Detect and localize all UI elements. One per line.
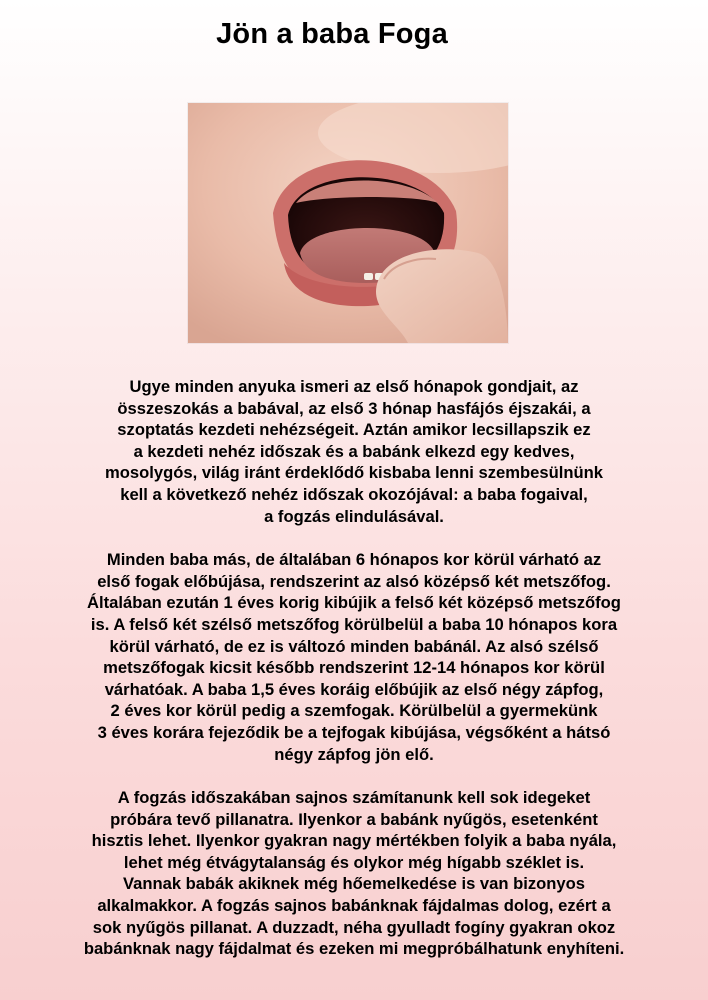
text-line: sok nyűgös pillanat. A duzzadt, néha gyulladt fogíny gyakran okoz <box>92 917 616 937</box>
article-body <box>30 376 678 982</box>
text-line: négy zápfog jön elő. <box>274 744 434 764</box>
paragraph-teething-symptoms <box>30 787 678 960</box>
text-line: körül várható, de ez is változó minden babánál. Az alsó szélső <box>109 636 599 656</box>
text-line: hisztis lehet. Ilyenkor gyakran nagy mértékben folyik a baba nyála, <box>91 831 617 851</box>
text-line: is. A felső két szélső metszőfog körülbelül a baba 10 hónapos kora <box>90 614 618 634</box>
text-line: lehet még étvágytalanság és olykor még hígabb széklet is. <box>123 852 585 872</box>
paragraph-teeth-timeline <box>30 549 678 765</box>
text-line: Ugye minden anyuka ismeri az első hónapok gondjait, az <box>129 377 579 396</box>
page-title: Jön a baba Foga <box>216 18 448 50</box>
text-line: kell a következő nehéz időszak okozójával: a baba fogaival, <box>120 484 588 504</box>
text-line: babánknak nagy fájdalmat és ezeken mi megpróbálhatunk enyhíteni. <box>83 939 625 959</box>
text-line: mosolygós, világ iránt érdeklődő kisbaba lenni szembesülnünk <box>105 463 603 483</box>
text-line: a fogzás elindulásával. <box>264 506 444 526</box>
text-line: Általában ezután 1 éves korig kibújik a felső két középső metszőfog <box>87 593 621 613</box>
text-line: metszőfogak kicsit később rendszerint 12-14 hónapos kor körül <box>103 658 605 678</box>
text-line: 2 éves kor körül pedig a szemfogak. Körülbelül a gyermekünk <box>110 701 598 721</box>
text-line: összeszokás a babával, az első 3 hónap hasfájós éjszakái, a <box>117 398 591 418</box>
text-line: 3 éves korára fejeződik be a tejfogak kibújása, végsőként a hátsó <box>97 722 611 742</box>
text-line: várhatóak. A baba 1,5 éves koráig előbújik az első négy zápfog, <box>104 679 604 699</box>
text-line: a kezdeti nehéz időszak és a babánk elkezd egy kedves, <box>133 441 575 461</box>
text-line: A fogzás időszakában sajnos számítanunk kell sok idegeket <box>117 788 591 808</box>
text-line: Minden baba más, de általában 6 hónapos kor körül várható az <box>106 550 602 570</box>
paragraph-intro <box>30 376 678 527</box>
text-line: próbára tevő pillanatra. Ilyenkor a babánk nyűgös, esetenként <box>110 809 598 829</box>
text-line: alkalmakkor. A fogzás sajnos babánknak fájdalmas dolog, ezért a <box>97 896 611 916</box>
text-line: első fogak előbújása, rendszerint az alsó középső két metszőfog. <box>97 571 611 591</box>
text-line: Vannak babák akiknek még hőemelkedése is van bizonyos <box>122 874 586 894</box>
baby-teeth-photo <box>188 103 508 343</box>
text-line: szoptatás kezdeti nehézségeit. Aztán amikor lecsillapszik ez <box>117 420 591 440</box>
